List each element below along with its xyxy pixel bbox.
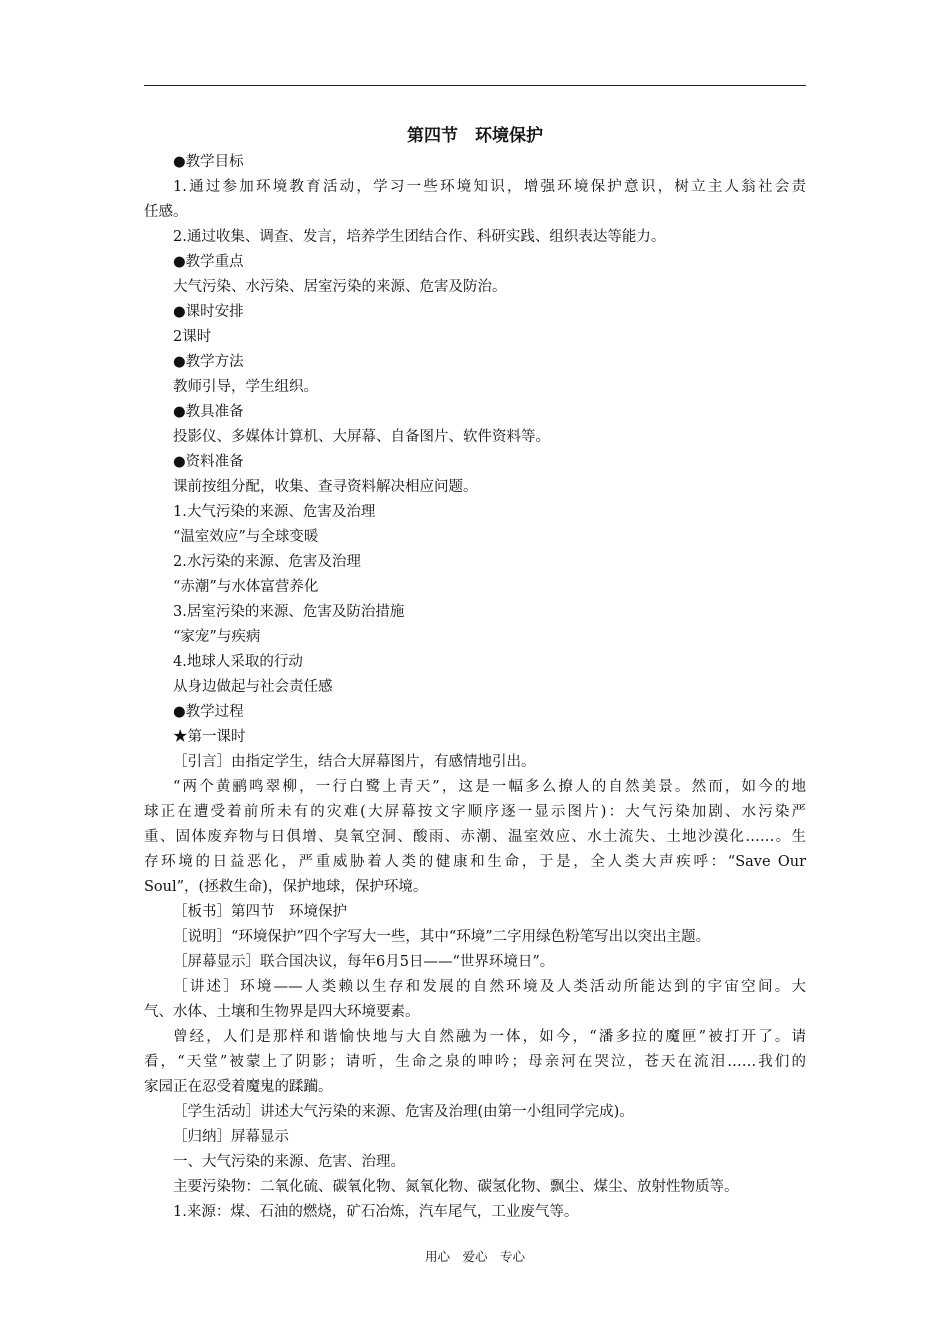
text-line: “两个黄鹂鸣翠柳，一行白鹭上青天”，这是一幅多么撩人的自然美景。然而，如今的地 bbox=[173, 779, 806, 795]
text-line: ●教学重点 bbox=[173, 254, 244, 270]
header-rule bbox=[144, 85, 806, 86]
text-line: 气、水体、土壤和生物界是四大环境要素。 bbox=[144, 1004, 420, 1020]
text-line: ［学生活动］讲述大气污染的来源、危害及治理(由第一小组同学完成)。 bbox=[173, 1104, 634, 1120]
text-line: ［说明］“环境保护”四个字写大一些，其中“环境”二字用绿色粉笔写出以突出主题。 bbox=[173, 929, 711, 945]
text-line: ●教学目标 bbox=[173, 154, 244, 170]
text-line: 一、大气污染的来源、危害、治理。 bbox=[173, 1154, 405, 1170]
text-line: 任感。 bbox=[144, 204, 188, 220]
text-line: 2.水污染的来源、危害及治理 bbox=[173, 554, 361, 570]
text-line: Soul”，(拯救生命)，保护地球，保护环境。 bbox=[144, 879, 428, 895]
text-line: 4.地球人采取的行动 bbox=[173, 654, 303, 670]
text-line: 主要污染物：二氧化硫、碳氧化物、氮氧化物、碳氢化物、飘尘、煤尘、放射性物质等。 bbox=[173, 1179, 739, 1195]
text-line: 曾经，人们是那样和谐愉快地与大自然融为一体，如今，“潘多拉的魔匣”被打开了。请 bbox=[173, 1029, 806, 1045]
text-line: ［引言］由指定学生，结合大屏幕图片，有感情地引出。 bbox=[173, 754, 536, 770]
text-line: 1.大气污染的来源、危害及治理 bbox=[173, 504, 376, 520]
text-line: 1.通过参加环境教育活动，学习一些环境知识，增强环境保护意识，树立主人翁社会责 bbox=[173, 179, 806, 195]
text-line: 重、固体废弃物与日俱增、臭氧空洞、酸雨、赤潮、温室效应、水土流失、土地沙漠化……。生 bbox=[144, 829, 806, 845]
text-line: ●教学过程 bbox=[173, 704, 244, 720]
text-line: ●资料准备 bbox=[173, 454, 244, 470]
text-line: “家宠”与疾病 bbox=[173, 629, 261, 645]
text-line: ★第一课时 bbox=[173, 729, 246, 745]
text-line: 大气污染、水污染、居室污染的来源、危害及防治。 bbox=[173, 279, 507, 295]
text-line: 投影仪、多媒体计算机、大屏幕、自备图片、软件资料等。 bbox=[173, 429, 550, 445]
text-line: 2课时 bbox=[173, 329, 212, 345]
text-line: ●课时安排 bbox=[173, 304, 244, 320]
text-line: “赤潮”与水体富营养化 bbox=[173, 579, 319, 595]
text-line: 看，“天堂”被蒙上了阴影；请听，生命之泉的呻吟；母亲河在哭泣，苍天在流泪……我们的 bbox=[144, 1054, 806, 1070]
page-footer: 用心 爱心 专心 bbox=[424, 1249, 525, 1264]
paragraph-lines bbox=[144, 150, 806, 1225]
text-line: ●教学方法 bbox=[173, 354, 244, 370]
text-line: ［屏幕显示］联合国决议，每年6月5日——“世界环境日”。 bbox=[173, 954, 555, 970]
text-line: 从身边做起与社会责任感 bbox=[173, 679, 333, 695]
body-text bbox=[144, 122, 806, 1225]
text-line: 教师引导，学生组织。 bbox=[173, 379, 318, 395]
text-line: 球正在遭受着前所未有的灾难(大屏幕按文字顺序逐一显示图片)：大气污染加剧、水污染严 bbox=[144, 804, 806, 820]
text-line: 课前按组分配，收集、查寻资料解决相应问题。 bbox=[173, 479, 478, 495]
text-line: 存环境的日益恶化，严重威胁着人类的健康和生命，于是，全人类大声疾呼：“Save Our bbox=[144, 854, 806, 870]
text-line: 家园正在忍受着魔鬼的蹂躏。 bbox=[144, 1079, 333, 1095]
text-line: ［板书］第四节 环境保护 bbox=[173, 904, 347, 920]
text-line: ［讲述］环境——人类赖以生存和发展的自然环境及人类活动所能达到的宇宙空间。大 bbox=[173, 979, 806, 995]
text-line: 1.来源：煤、石油的燃烧，矿石冶炼，汽车尾气，工业废气等。 bbox=[173, 1204, 579, 1220]
section-title: 第四节 环境保护 bbox=[407, 126, 543, 146]
text-line: ［归纳］屏幕显示 bbox=[173, 1129, 289, 1145]
text-line: 3.居室污染的来源、危害及防治措施 bbox=[173, 604, 405, 620]
text-line: “温室效应”与全球变暖 bbox=[173, 529, 319, 545]
text-line: ●教具准备 bbox=[173, 404, 244, 420]
text-line: 2.通过收集、调查、发言，培养学生团结合作、科研实践、组织表达等能力。 bbox=[173, 229, 666, 245]
